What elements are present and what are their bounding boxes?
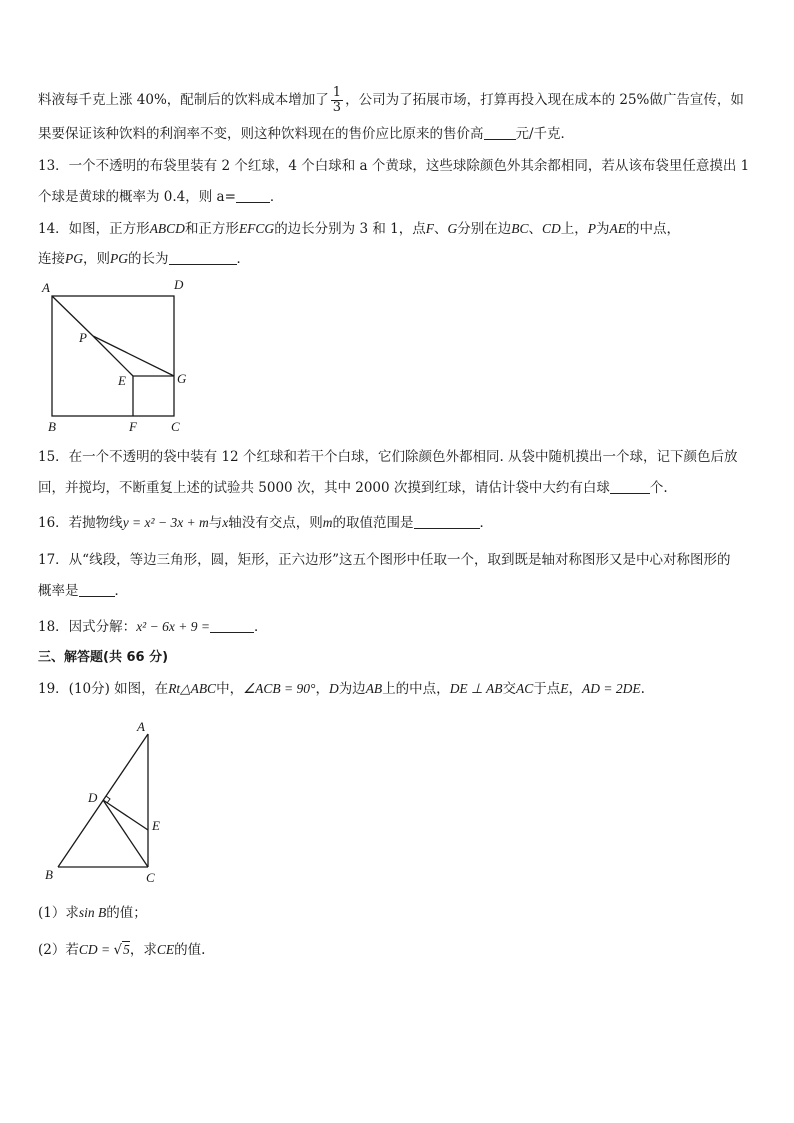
q14-text: 为	[596, 221, 610, 237]
q13-text-b: ．	[269, 189, 284, 205]
q16-text: ．	[479, 515, 494, 531]
math-cd: CD	[542, 221, 561, 236]
q14-text: 、	[434, 221, 448, 237]
q14-line2	[38, 249, 250, 269]
math-g: G	[447, 221, 458, 236]
fraction-numerator: 1	[332, 85, 342, 100]
q17-line2	[38, 581, 128, 601]
q12-text-d: 元/千克．	[515, 126, 575, 142]
math-cd-eq: CD =	[78, 942, 114, 957]
q19-text: .	[640, 681, 645, 697]
segment-pg	[93, 336, 174, 376]
label-a: A	[42, 280, 50, 295]
math-sin-b: sin B	[78, 905, 107, 920]
q18-formula: x² − 6x + 9 =	[136, 619, 210, 634]
math-e: E	[560, 681, 569, 696]
math-sqrt5-radicand: 5	[123, 942, 130, 957]
q17-text-b: ．	[114, 583, 128, 599]
section-title-answer-questions: 三、解答题(共 66 分)	[38, 650, 169, 665]
math-d: D	[328, 681, 339, 696]
q16-text: 16．若抛物线	[38, 515, 123, 531]
q14-text: 14．如图，正方形	[38, 221, 150, 237]
label-b: B	[48, 419, 56, 434]
q15-text-b: 个.	[649, 480, 668, 496]
q19-sub1-text: 的值；	[106, 905, 147, 921]
math-abcd: ABCD	[149, 221, 185, 236]
q19-sub2-text: ，求	[129, 942, 157, 958]
label-d: D	[88, 790, 98, 805]
math-f: F	[425, 221, 434, 236]
math-ce: CE	[156, 942, 175, 957]
math-efcg: EFCG	[238, 221, 275, 236]
q12-text-b: ，公司为了拓展市场，打算再投入现在成本的 25%做广告宣传，如	[345, 92, 744, 108]
q15-line2	[38, 478, 668, 498]
q14-answer-blank[interactable]	[169, 250, 237, 265]
q19-line	[38, 679, 645, 699]
math-rt-abc: Rt△ABC	[168, 681, 217, 696]
math-ac: AC	[515, 681, 534, 696]
label-e: E	[152, 818, 160, 833]
math-ab: AB	[365, 681, 383, 696]
math-pg: PG	[65, 251, 83, 266]
square-efcg-sides	[133, 376, 174, 416]
label-f: F	[129, 419, 137, 434]
q19-text: ，	[315, 681, 329, 697]
segment-de	[103, 800, 148, 830]
q14-text: 的中点，	[626, 221, 681, 237]
q16-formula: y = x² − 3x + m	[122, 515, 209, 530]
q13-answer-blank[interactable]	[236, 188, 270, 203]
label-g: G	[177, 371, 187, 386]
q16-answer-blank[interactable]	[414, 514, 480, 529]
q19-triangle-figure	[38, 716, 178, 888]
q18-answer-blank[interactable]	[210, 618, 254, 633]
q12-text-c: 果要保证该种饮料的利润率不变，则这种饮料现在的售价应比原来的售价高	[38, 126, 484, 142]
q18-line	[38, 617, 267, 637]
q13-text-a: 个球是黄球的概率为 0.4，则 a=	[38, 189, 236, 205]
math-p: P	[587, 221, 597, 236]
one-third-fraction	[331, 86, 343, 115]
q15-answer-blank[interactable]	[610, 479, 650, 494]
q12-answer-blank[interactable]	[484, 125, 516, 140]
q16-line	[38, 513, 493, 533]
q12-line2	[38, 124, 574, 144]
q19-text: 上的中点，	[382, 681, 450, 697]
q19-sub1-text: (1）求	[38, 905, 79, 921]
q14-text: 分别在边	[457, 221, 512, 237]
q15-text-a: 回，并搅均，不断重复上述的试验共 5000 次，其中 2000 次摸到红球，请估计袋中大约有白球	[38, 480, 610, 496]
math-pg: PG	[110, 251, 128, 266]
q14-square-figure	[38, 278, 198, 436]
q19-sub1	[38, 903, 147, 923]
segment-dc	[103, 800, 148, 867]
math-angle-acb: ∠ACB = 90°	[243, 681, 316, 696]
math-ad-eq-2de: AD = 2DE	[581, 681, 641, 696]
q12-line1	[38, 86, 744, 115]
q14-text: 的边长分别为 3 和 1，点	[274, 221, 426, 237]
q13-line2	[38, 187, 283, 207]
q13-line1: 13．一个不透明的布袋里装有 2 个红球，4 个白球和 a 个黄球，这些球除颜色外其余都相同，若从该布袋里任意摸出 1	[38, 158, 750, 174]
q19-text: 于点	[533, 681, 561, 697]
q16-text: 轴没有交点，则	[228, 515, 323, 531]
q19-sub2-text: (2）若	[38, 942, 79, 958]
q17-answer-blank[interactable]	[79, 582, 115, 597]
q19-text: 19．(10分) 如图，在	[38, 681, 169, 697]
label-a: A	[137, 719, 145, 734]
math-ae: AE	[609, 221, 627, 236]
q19-text: 为边	[338, 681, 366, 697]
q12-text-a: 料液每千克上涨 40%，配制后的饮料成本增加了	[38, 92, 329, 108]
q14-text: 上，	[560, 221, 588, 237]
sqrt-symbol: √	[113, 942, 123, 958]
q19-sub2-text: 的值.	[174, 942, 206, 958]
q17-line1: 17．从“线段，等边三角形，圆，矩形，正六边形”这五个图形中任取一个，取到既是轴对称图形又是中心对称图形的	[38, 552, 731, 568]
label-p: P	[79, 330, 87, 345]
q14-text: 、	[528, 221, 543, 237]
q14-text: ，则	[83, 251, 110, 267]
math-m: m	[322, 515, 333, 530]
q17-text-a: 概率是	[38, 583, 79, 599]
math-bc: BC	[511, 221, 529, 236]
q14-text: 和正方形	[184, 221, 239, 237]
label-b: B	[45, 867, 53, 882]
label-c: C	[171, 419, 180, 434]
label-e: E	[118, 373, 126, 388]
q19-text: ，	[568, 681, 582, 697]
q18-text: ．	[253, 619, 268, 635]
math-x: x	[222, 515, 229, 530]
math-de-perp-ab: DE ⊥ AB	[449, 681, 503, 696]
q19-text: 中，	[216, 681, 244, 697]
segment-pe	[93, 336, 133, 376]
q14-text: 的长为	[128, 251, 169, 267]
q16-text: 的取值范围是	[332, 515, 414, 531]
q19-sub2	[38, 940, 205, 960]
q18-text: 18．因式分解：	[38, 619, 137, 635]
label-d: D	[174, 278, 184, 292]
q14-text: ．	[236, 251, 250, 267]
q14-line1	[38, 219, 680, 239]
fraction-denominator: 3	[332, 100, 342, 115]
q14-text: 连接	[38, 251, 65, 267]
q15-line1: 15．在一个不透明的袋中装有 12 个红球和若干个白球，它们除颜色外都相同. 从袋中随机摸出一个球，记下颜色后放	[38, 449, 738, 465]
label-c: C	[146, 870, 155, 885]
q16-text: 与	[208, 515, 223, 531]
q19-text: 交	[502, 681, 516, 697]
